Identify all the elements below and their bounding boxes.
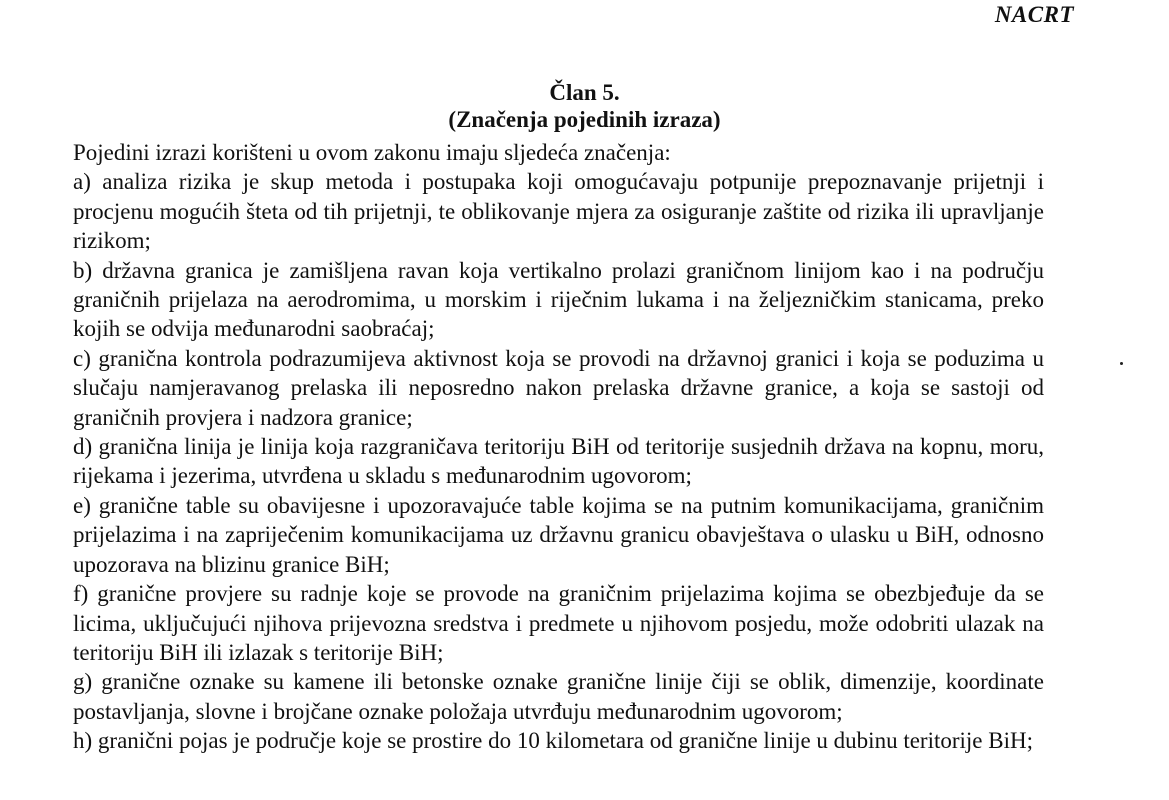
article-title: (Značenja pojedinih izraza) xyxy=(448,107,721,132)
scan-speck xyxy=(1120,362,1123,365)
draft-stamp: NACRT xyxy=(994,2,1074,27)
article-number: Član 5. xyxy=(549,80,620,105)
definition-h: h) granični pojas je područje koje se prostire do 10 kilometara od granične linije u dubinu teritorije BiH; xyxy=(73,728,1033,754)
definition-c: c) granična kontrola podrazumijeva aktivnost koja se provodi na državnoj granici i koja se poduzima u slučaju namjeravanog prelaska ili neposredno nakon prelaska državne granice, a koja se sastoji od graničnih provjera i nadzora granice; xyxy=(73,345,1044,430)
article-intro: Pojedini izrazi korišteni u ovom zakonu imaju sljedeća značenja: xyxy=(73,140,671,165)
definition-f: f) granične provjere su radnje koje se provode na graničnim prijelazima kojima se obezbjeđuje da se licima, uključujući njihova prijevozna sredstva i predmete u njihovom posjedu, može odobriti ulazak na teritoriju BiH ili izlazak s teritorije BiH; xyxy=(73,581,1044,665)
definition-d: d) granična linija je linija koja razgraničava teritoriju BiH od teritorije susjednih država na kopnu, moru, rijekama i jezerima, utvrđena u skladu s međunarodnim ugovorom; xyxy=(73,434,1044,489)
definition-b: b) državna granica je zamišljena ravan koja vertikalno prolazi graničnom linijom kao i na području graničnih prijelaza na aerodromima, u morskim i riječnim lukama i na željezničkim stanicama, preko kojih se odvija međunarodni saobraćaj; xyxy=(73,257,1044,342)
definition-a: a) analiza rizika je skup metoda i postupaka koji omogućavaju potpunije prepoznavanje prijetnji i procjenu mogućih šteta od tih prijetnji, te oblikovanje mjera za osiguranje zaštite od rizika ili upravljanje rizikom; xyxy=(73,169,1044,254)
article-body xyxy=(73,138,1044,756)
definition-g: g) granične oznake su kamene ili betonske oznake granične linije čiji se oblik, dimenzije, koordinate postavljanja, slovne i brojčane oznake položaja utvrđuju međunarodnim ugovorom; xyxy=(73,669,1044,724)
definition-e: e) granične table su obavijesne i upozoravajuće table kojima se na putnim komunikacijama, graničnim prijelazima i na zapriječenim komunikacijama uz državnu granicu obavještava o ulasku u BiH, odnosno upozorava na blizinu granice BiH; xyxy=(73,492,1044,577)
